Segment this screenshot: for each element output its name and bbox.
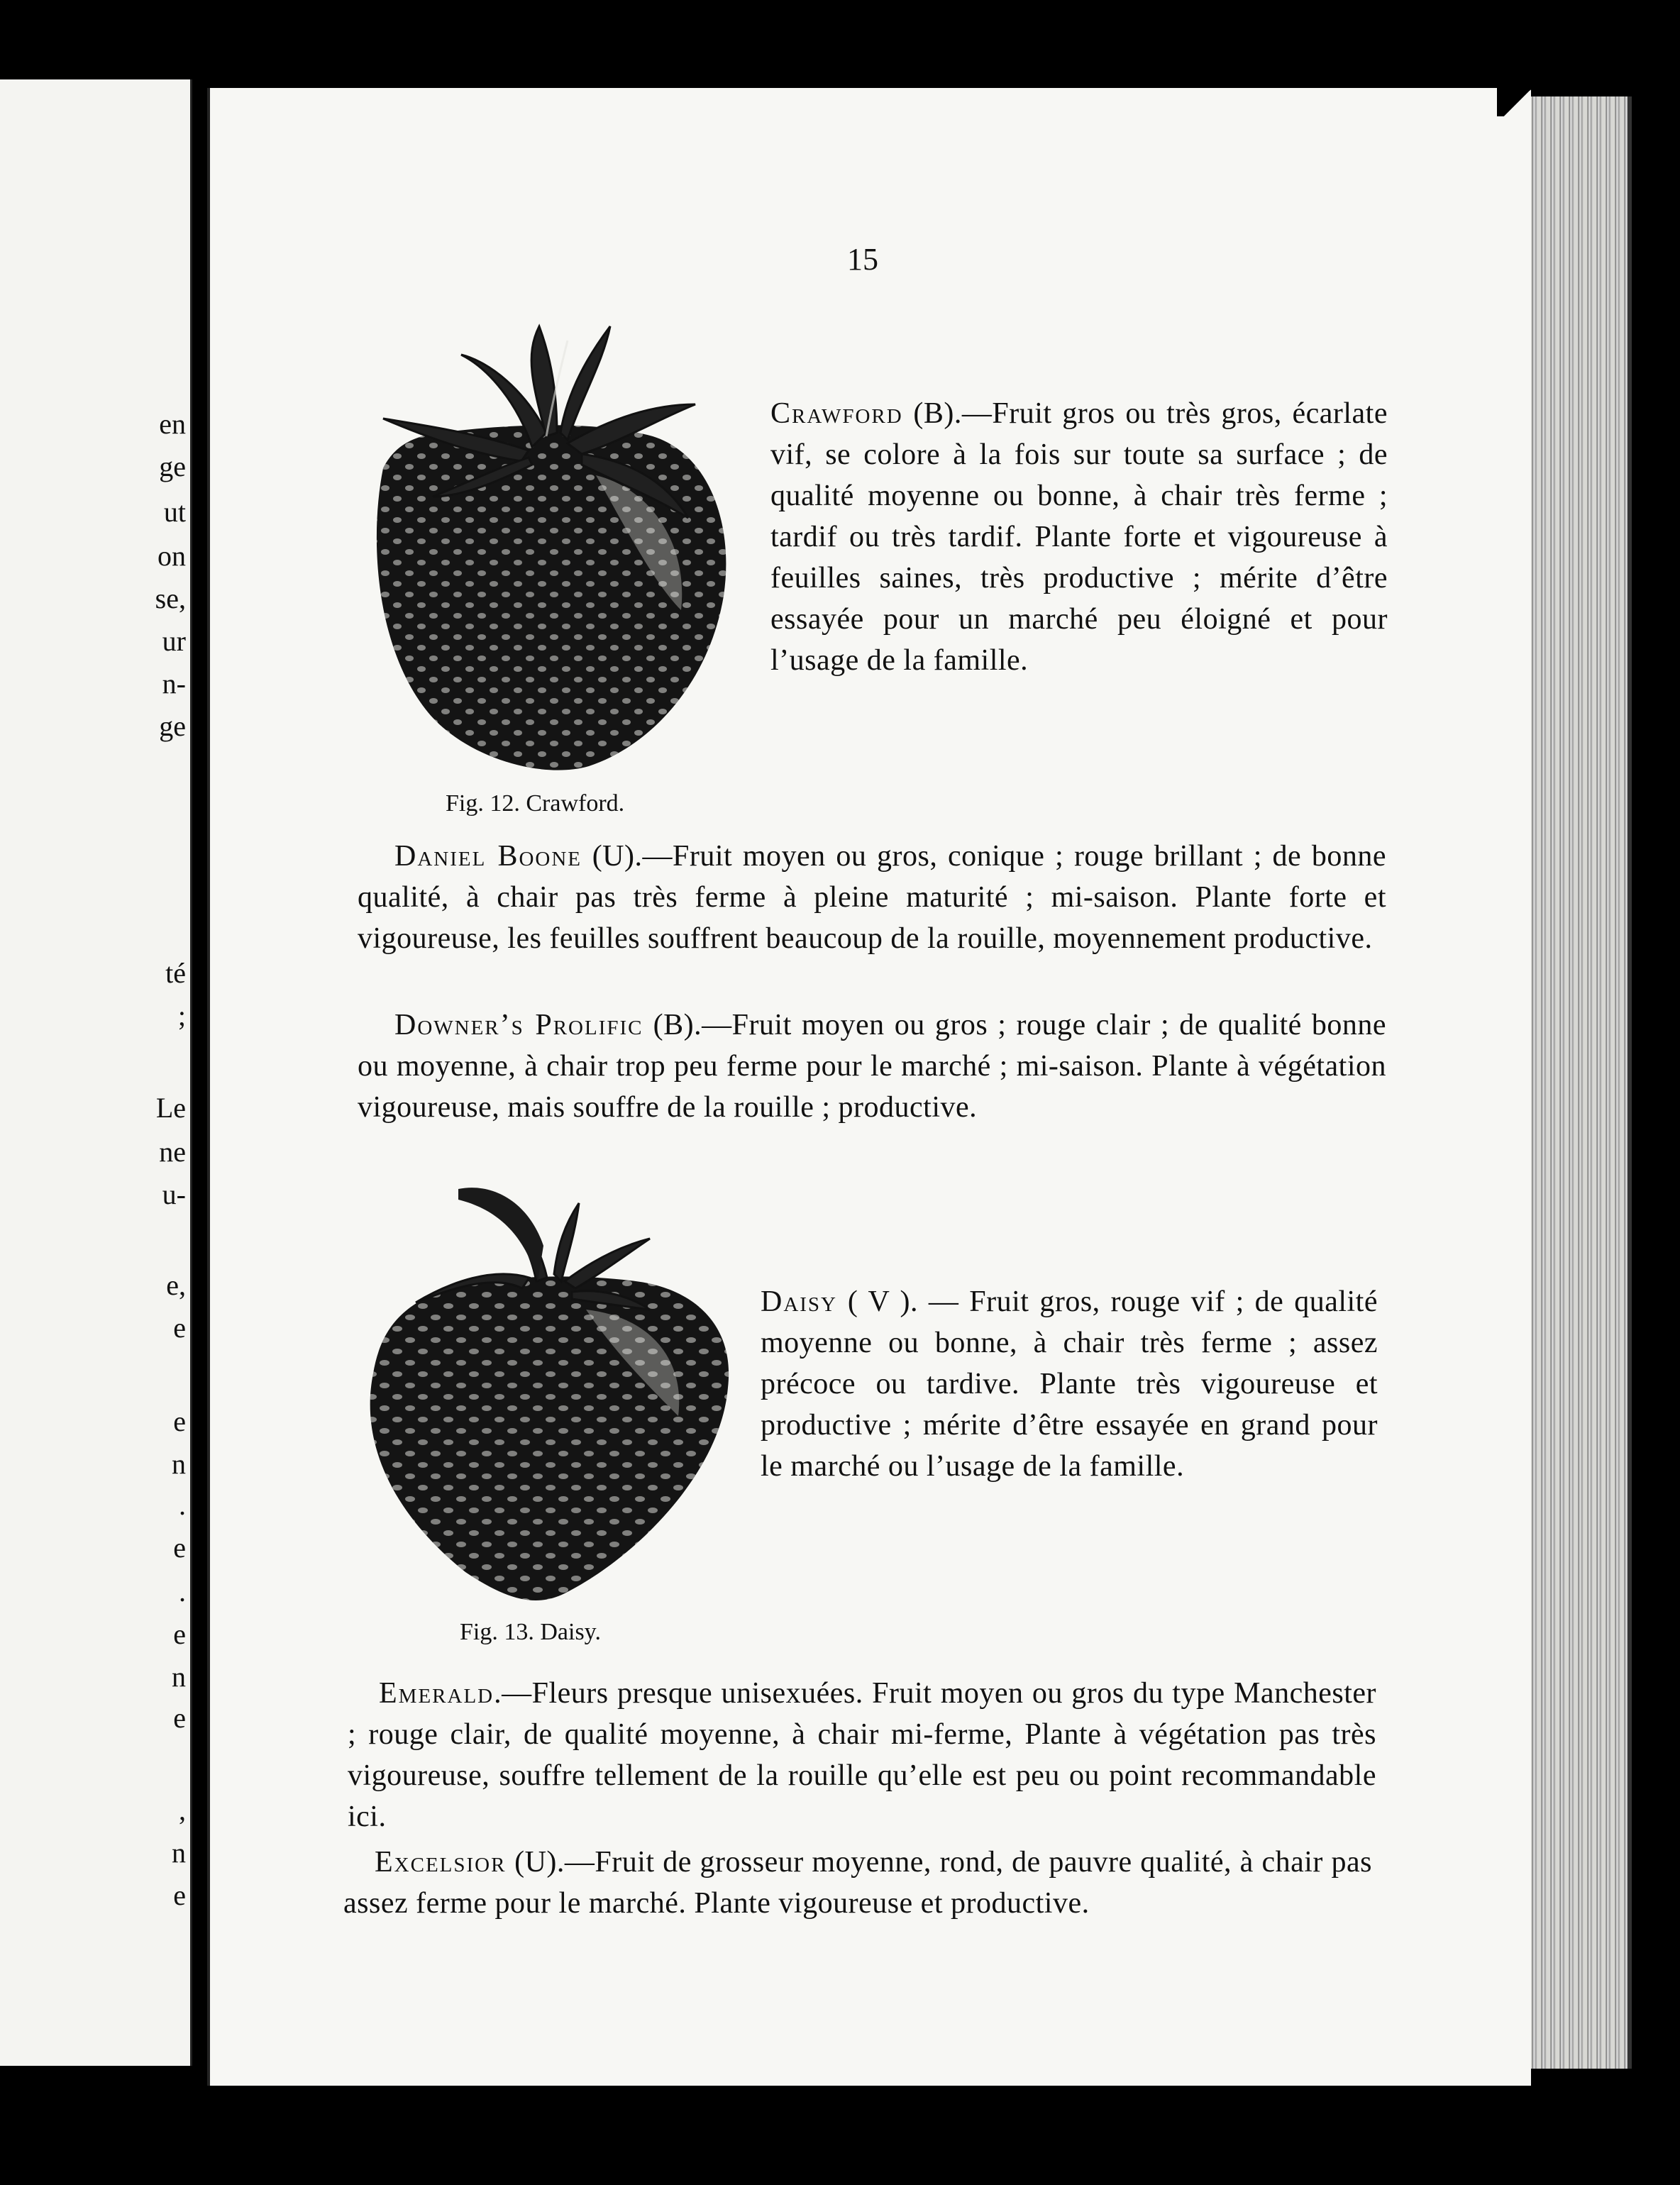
variety-name: Daniel Boone	[394, 840, 582, 873]
variety-name: Downer’s Prolific	[394, 1009, 643, 1041]
variety-name: Excelsior	[375, 1846, 507, 1879]
entry-crawford	[770, 393, 1388, 681]
left-text-fragment: on	[158, 540, 186, 572]
left-text-fragment: n	[172, 1448, 186, 1480]
left-text-fragment: n	[172, 1837, 186, 1869]
left-text-fragment: ur	[162, 625, 186, 657]
variety-description: (B).—Fruit gros ou très gros, écarlate vif, se colore à la fois sur toute sa surface ; de qualité moyenne ou bonne, à chair très ferme ; tardif ou très tardif. Plante forte et vigoureuse à feuilles saines, très productive ; mérite d’être essayée pour un marché peu éloigné et pour l’usage de la famille.	[770, 397, 1388, 677]
left-text-fragment: .	[179, 1489, 186, 1521]
left-text-fragment: e	[173, 1618, 186, 1650]
page-corner	[1497, 88, 1540, 116]
variety-name: Crawford	[770, 397, 903, 430]
variety-description: (U).—Fruit moyen ou gros, conique ; rouge brillant ; de bonne qualité, à chair pas très ferme à pleine maturité ; mi-saison. Plante forte et vigoureuse, les feuilles souffrent beaucoup de la rouille, moyennement productive.	[358, 840, 1386, 955]
book-page-edges	[1528, 96, 1632, 2069]
left-text-fragment: ge	[159, 710, 186, 742]
left-text-fragment: ,	[179, 1794, 186, 1826]
left-text-fragment: e	[173, 1405, 186, 1437]
figure-caption: Fig. 13. Daisy.	[460, 1619, 601, 1645]
strawberry-crawford-illustration	[355, 312, 752, 795]
left-text-fragment: ut	[163, 496, 186, 528]
entry-daisy	[761, 1281, 1378, 1487]
strawberry-daisy-illustration	[352, 1175, 749, 1615]
left-text-fragment: ne	[159, 1136, 186, 1168]
left-text-fragment: u-	[162, 1178, 186, 1210]
variety-description: (B).—Fruit moyen ou gros ; rouge clair ; de qualité bonne ou moyenne, à chair trop peu ferme pour le marché ; mi-saison. Plante à végétation vigoureuse, mais souffre de la rouille ; productive.	[358, 1009, 1386, 1124]
left-text-fragment: n	[172, 1661, 186, 1693]
left-text-fragment: e	[173, 1879, 186, 1911]
entry-daniel-boone	[358, 836, 1386, 959]
left-text-fragment: se,	[155, 582, 186, 614]
left-text-fragment: .	[179, 1576, 186, 1608]
left-text-fragment: e	[173, 1702, 186, 1734]
left-text-fragment: té	[165, 957, 186, 989]
variety-description: (U).—Fruit de grosseur moyenne, rond, de pauvre qualité, à chair pas assez ferme pour le marché. Plante vigoureuse et productive.	[343, 1846, 1372, 1920]
left-text-fragment: Le	[155, 1092, 186, 1124]
variety-description: ( V ). — Fruit gros, rouge vif ; de qualité moyenne ou bonne, à chair très ferme ; assez précoce ou tardive. Plante très vigoureuse et productive ; mérite d’être essayée en grand pour le marché ou l’usage de la famille.	[761, 1285, 1378, 1483]
left-text-fragment: e	[173, 1532, 186, 1564]
left-text-fragment: ge	[159, 450, 186, 482]
left-text-fragment: e	[173, 1312, 186, 1344]
left-text-fragment: e,	[166, 1269, 186, 1301]
left-text-fragment: ;	[177, 1000, 186, 1031]
left-text-fragment: n-	[162, 668, 186, 699]
left-page-fragment	[0, 79, 192, 2066]
variety-description: .—Fleurs presque unisexuées. Fruit moyen ou gros du type Manchester ; rouge clair, de qualité moyenne, à chair mi-ferme, Plante à végétation pas très vigoureuse, souffre tellement de la rouille qu’elle est peu ou point recommandable ici.	[348, 1677, 1376, 1833]
entry-downers-prolific	[358, 1005, 1386, 1128]
page-number: 15	[847, 242, 878, 277]
entry-emerald	[348, 1673, 1376, 1837]
variety-name: Daisy	[761, 1285, 838, 1318]
entry-excelsior	[343, 1842, 1372, 1924]
figure-caption: Fig. 12. Crawford.	[446, 790, 625, 817]
variety-name: Emerald	[379, 1677, 494, 1710]
left-text-fragment: en	[159, 408, 186, 440]
